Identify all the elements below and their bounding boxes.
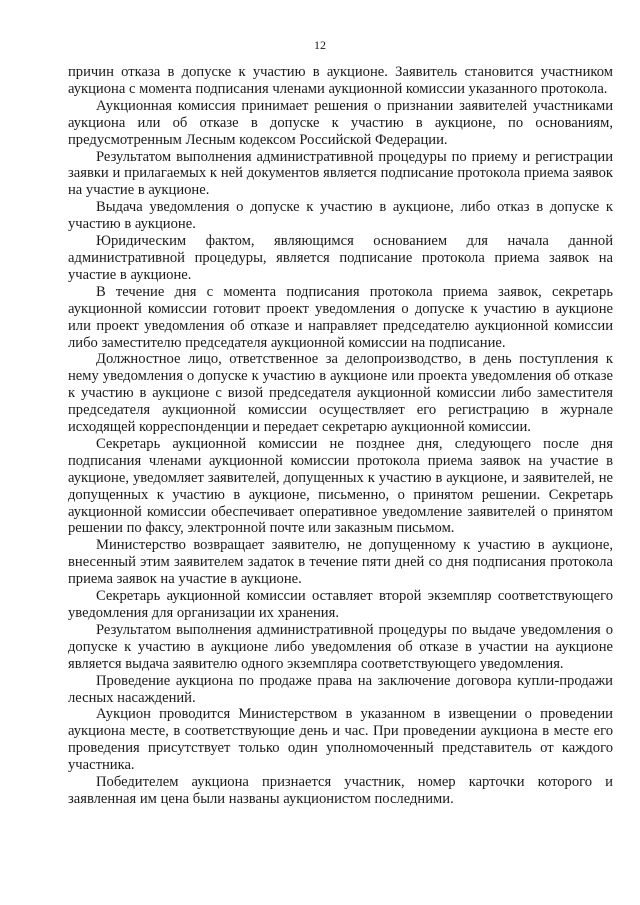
paragraph: Секретарь аукционной комиссии не позднее дня, следующего после дня подписания членами аукционной комиссии протокола приема заявок на участие в аукционе, уведомляет заявителей, допущенных к участию в аукционе, и заявителей, не допущенных к участию в аукционе, письменно, о принятом решении. Секретарь аукционной комиссии обеспечивает оперативное уведомление заявителей о принятом решении по факсу, электронной почте или заказным письмом. <box>68 435 613 537</box>
paragraph: Аукционная комиссия принимает решения о признании заявителей участниками аукциона или об отказе в допуске к участию в аукционе, по основаниям, предусмотренным Лесным кодексом Российской Федерации. <box>68 97 613 148</box>
paragraph: Выдача уведомления о допуске к участию в аукционе, либо отказ в допуске к участию в аукционе. <box>68 199 613 233</box>
paragraph: Результатом выполнения административной процедуры по приему и регистрации заявки и прилагаемых к ней документов является подписание протокола приема заявок на участие в аукционе. <box>68 148 613 199</box>
page-number: 12 <box>314 38 326 52</box>
paragraph: Должностное лицо, ответственное за делопроизводство, в день поступления к нему уведомления о допуске к участию в аукционе или проекта уведомления об отказе к участию в аукционе с визой председателя аукционной комиссии либо заместителя председателя аукционной комиссии осуществляет его регистрацию в журнале исходящей корреспонденции и передает секретарю аукционной комиссии. <box>68 351 613 436</box>
paragraph: Секретарь аукционной комиссии оставляет второй экземпляр соответствующего уведомления для организации их хранения. <box>68 588 613 621</box>
paragraph: Аукцион проводится Министерством в указанном в извещении о проведении аукциона месте, в соответствующие день и час. При проведении аукциона в месте его проведения присутствует только один уполномоченный представитель от каждого участника. <box>68 706 613 774</box>
paragraph: Проведение аукциона по продаже права на заключение договора купли-продажи лесных насаждений. <box>68 672 613 706</box>
paragraph: Министерство возвращает заявителю, не допущенному к участию в аукционе, внесенный этим заявителем задаток в течение пяти дней со дня подписания протокола приема заявок на участие в аукционе. <box>68 537 613 588</box>
document-body <box>68 64 613 808</box>
paragraph: Результатом выполнения административной процедуры по выдаче уведомления о допуске к участию в аукционе либо уведомления об отказе в участии на аукционе является выдача заявителю одного экземпляра соответствующего уведомления. <box>68 621 613 672</box>
paragraph: В течение дня с момента подписания протокола приема заявок, секретарь аукционной комиссии готовит проект уведомления о допуске к участию в аукционе или проект уведомления об отказе и направляет председателю аукционной комиссии либо заместителю председателя аукционной комиссии на подписание. <box>68 283 613 351</box>
paragraph: причин отказа в допуске к участию в аукционе. Заявитель становится участником аукциона с момента подписания членами аукционной комиссии указанного протокола. <box>68 64 613 97</box>
paragraph: Юридическим фактом, являющимся основанием для начала данной административной процедуры, является подписание протокола приема заявок на участие в аукционе. <box>68 233 613 283</box>
paragraph: Победителем аукциона признается участник, номер карточки которого и заявленная им цена были названы аукционистом последними. <box>68 774 613 807</box>
